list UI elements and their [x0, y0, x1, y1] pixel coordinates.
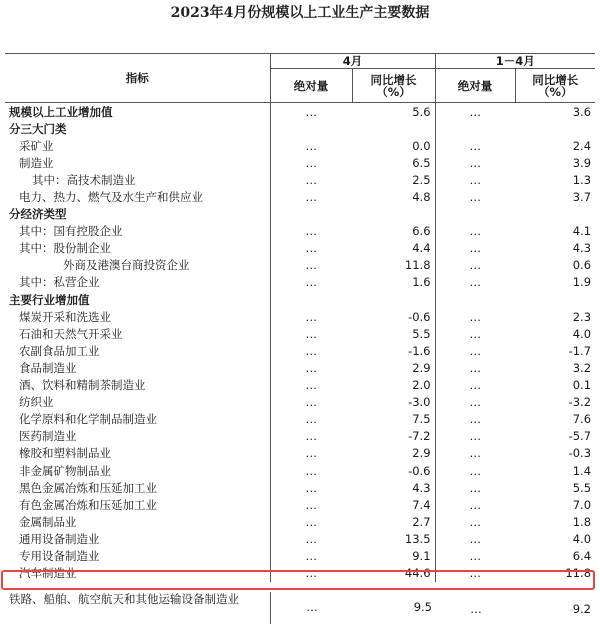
april-yoy-cell: 2.9: [412, 360, 431, 375]
table-row: [5, 120, 595, 137]
indicator-header: 指标: [5, 54, 270, 103]
april-absolute-cell: …: [270, 154, 352, 171]
jan-apr-absolute-cell: …: [435, 565, 515, 582]
jan-apr-absolute-cell: …: [435, 428, 515, 445]
table-row: [5, 274, 595, 291]
jan-apr-yoy-cell: 2.4: [572, 138, 592, 153]
jan-apr-yoy-cell: 9.2: [572, 602, 591, 616]
april-yoy-cell: 1.6: [412, 275, 431, 290]
jan-apr-yoy-cell: [515, 291, 595, 308]
jan-apr-absolute-cell: …: [470, 602, 482, 616]
row-label: 分三大门类: [9, 121, 67, 136]
april-absolute-cell: …: [270, 377, 352, 394]
table-row: [5, 206, 595, 223]
table-row: [5, 565, 595, 582]
jan-apr-absolute-cell: [435, 291, 515, 308]
jan-apr-absolute-cell: …: [435, 223, 515, 240]
table-row: [5, 428, 595, 445]
april-absolute-cell: …: [270, 325, 352, 342]
jan-apr-absolute-cell: …: [435, 462, 515, 479]
table-row: [5, 171, 595, 188]
april-absolute-cell: …: [270, 394, 352, 411]
april-yoy-cell: 2.0: [412, 378, 431, 393]
april-absolute-cell: …: [270, 445, 352, 462]
april-yoy-cell: 6.6: [412, 224, 431, 239]
april-absolute-cell: …: [270, 428, 352, 445]
row-label: 其中：私营企业: [19, 275, 100, 290]
jan-apr-yoy-cell: 1.4: [572, 463, 592, 478]
april-absolute-cell: …: [270, 479, 352, 496]
table-row: [5, 496, 595, 513]
april-absolute-cell: …: [270, 308, 352, 325]
april-absolute-cell: [270, 206, 352, 223]
jan-apr-yoy-cell: 3.6: [572, 104, 592, 119]
jan-apr-absolute-cell: …: [435, 377, 515, 394]
table-row: [5, 137, 595, 154]
table-row: [5, 513, 595, 530]
april-yoy-cell: 11.8: [404, 258, 431, 273]
jan-apr-absolute-cell: …: [435, 513, 515, 530]
april-yoy-cell: 4.8: [412, 190, 431, 205]
april-yoy-cell: 9.5: [413, 600, 432, 614]
april-yoy-cell: [352, 120, 435, 137]
april-yoy-cell: 2.9: [412, 446, 431, 461]
jan-apr-yoy-cell: 11.8: [565, 566, 592, 581]
table-row: [5, 223, 595, 240]
jan-apr-yoy-cell: 6.4: [572, 548, 592, 563]
table-row: [5, 325, 595, 342]
row-label: 外商及港澳台商投资企业: [63, 258, 190, 273]
jan-apr-yoy-cell: 4.0: [572, 326, 592, 341]
yoy-header-line2: （%）: [376, 84, 411, 99]
jan-apr-absolute-cell: …: [435, 394, 515, 411]
april-absolute-cell: …: [270, 547, 352, 564]
april-absolute-cell: [270, 120, 352, 137]
table-row-last: [5, 592, 595, 624]
table-row: [5, 479, 595, 496]
jan-apr-yoy-cell: 3.7: [572, 190, 592, 205]
row-label: 通用设备制造业: [19, 531, 100, 546]
document-title: 2023年4月份规模以上工业生产主要数据: [170, 5, 430, 21]
april-absolute-cell: …: [270, 496, 352, 513]
jan-apr-absolute-cell: …: [435, 154, 515, 171]
jan-apr-yoy-cell: -1.7: [568, 343, 592, 358]
april-yoy-cell: -0.6: [408, 463, 431, 478]
jan-apr-absolute-header: 绝对量: [435, 69, 515, 103]
april-absolute-cell: …: [270, 342, 352, 359]
april-absolute-cell: …: [270, 359, 352, 376]
table-row: [5, 462, 595, 479]
row-label: 橡胶和塑料制品业: [19, 446, 111, 461]
table-row: [5, 308, 595, 325]
row-label: 汽车制造业: [19, 566, 77, 581]
april-yoy-cell: 0.0: [412, 138, 431, 153]
row-label: 其中：股份制企业: [19, 241, 111, 256]
jan-apr-yoy-cell: [515, 120, 595, 137]
jan-apr-absolute-cell: [435, 120, 515, 137]
jan-apr-yoy-cell: 5.5: [572, 480, 592, 495]
jan-apr-absolute-cell: …: [435, 274, 515, 291]
table-row: [5, 257, 595, 274]
jan-apr-absolute-cell: …: [435, 325, 515, 342]
jan-apr-absolute-cell: …: [435, 411, 515, 428]
jan-apr-absolute-cell: …: [435, 137, 515, 154]
row-label: 纺织业: [19, 395, 54, 410]
april-yoy-cell: [352, 206, 435, 223]
table-row: [5, 411, 595, 428]
april-absolute-cell: …: [270, 462, 352, 479]
april-yoy-cell: 9.1: [412, 548, 431, 563]
table-row: [5, 547, 595, 564]
table-row: [5, 291, 595, 308]
april-yoy-cell: 4.4: [412, 241, 431, 256]
april-period-header: 4月: [270, 54, 435, 69]
table-row: [5, 342, 595, 359]
jan-apr-yoy-cell: 7.6: [572, 412, 592, 427]
jan-apr-yoy-cell: 0.6: [572, 258, 592, 273]
april-yoy-cell: -1.6: [408, 343, 431, 358]
yoy-header-line2: （%）: [538, 84, 573, 99]
jan-apr-yoy-cell: -5.7: [568, 429, 592, 444]
jan-apr-yoy-cell: -3.2: [568, 395, 592, 410]
april-yoy-cell: 6.5: [412, 155, 431, 170]
jan-apr-absolute-cell: …: [435, 308, 515, 325]
jan-apr-absolute-cell: …: [435, 547, 515, 564]
yoy-header-line1: 同比增长: [370, 72, 417, 87]
april-yoy-cell: 2.7: [412, 514, 431, 529]
row-label: 金属制品业: [19, 514, 77, 529]
jan-apr-yoy-cell: 4.0: [572, 531, 592, 546]
table-row: [5, 377, 595, 394]
april-absolute-cell: …: [270, 171, 352, 188]
april-yoy-cell: 7.5: [412, 412, 431, 427]
row-label: 专用设备制造业: [19, 548, 100, 563]
jan-apr-yoy-cell: 7.0: [572, 497, 592, 512]
april-absolute-cell: …: [270, 513, 352, 530]
yoy-header-line1: 同比增长: [532, 72, 579, 87]
april-absolute-cell: …: [270, 188, 352, 205]
row-label: 分经济类型: [9, 207, 67, 222]
table-row: [5, 394, 595, 411]
april-yoy-cell: 13.5: [404, 531, 431, 546]
row-label: 非金属矿物制品业: [19, 463, 111, 478]
jan-apr-absolute-cell: …: [435, 496, 515, 513]
jan-apr-absolute-cell: …: [435, 530, 515, 547]
table-row: [5, 188, 595, 205]
april-yoy-cell: 4.3: [412, 480, 431, 495]
jan-apr-absolute-cell: …: [435, 240, 515, 257]
jan-apr-absolute-cell: …: [435, 342, 515, 359]
table-row: [5, 359, 595, 376]
jan-apr-yoy-header: [515, 69, 595, 103]
row-label: 酒、饮料和精制茶制造业: [19, 378, 146, 393]
jan-apr-absolute-cell: [435, 206, 515, 223]
row-label: 石油和天然气开采业: [19, 326, 123, 341]
april-absolute-cell: …: [270, 240, 352, 257]
table-row: [5, 240, 595, 257]
april-yoy-header: [352, 69, 435, 103]
april-absolute-cell: …: [270, 103, 352, 121]
jan-apr-absolute-cell: …: [435, 479, 515, 496]
row-label: 黑色金属冶炼和压延加工业: [19, 480, 157, 495]
row-label: 铁路、船舶、航空航天和其他运输设备制造业: [9, 592, 239, 606]
table-row: [5, 154, 595, 171]
april-absolute-cell: [270, 291, 352, 308]
table-row: [5, 103, 595, 121]
jan-apr-yoy-cell: 1.8: [572, 514, 592, 529]
row-label: 电力、热力、燃气及水生产和供应业: [19, 190, 203, 205]
row-label: 主要行业增加值: [9, 292, 90, 307]
row-label: 有色金属冶炼和压延加工业: [19, 497, 157, 512]
jan-apr-yoy-cell: 1.3: [572, 172, 592, 187]
row-label: 规模以上工业增加值: [9, 104, 113, 119]
table-body: [5, 103, 595, 582]
april-absolute-cell: …: [306, 600, 318, 614]
april-absolute-cell: …: [270, 223, 352, 240]
april-yoy-cell: -0.6: [408, 309, 431, 324]
april-yoy-cell: 44.6: [404, 566, 431, 581]
row-label: 采矿业: [19, 138, 54, 153]
april-yoy-cell: 7.4: [412, 497, 431, 512]
april-yoy-cell: 5.6: [412, 104, 431, 119]
jan-apr-yoy-cell: 2.3: [572, 309, 592, 324]
production-data-table: [5, 53, 595, 582]
jan-apr-yoy-cell: 3.2: [572, 360, 592, 375]
april-absolute-cell: …: [270, 411, 352, 428]
jan-apr-yoy-cell: 1.9: [572, 275, 592, 290]
row-label: 制造业: [19, 155, 54, 170]
jan-apr-absolute-cell: …: [435, 359, 515, 376]
jan-apr-absolute-cell: …: [435, 103, 515, 121]
april-absolute-cell: …: [270, 137, 352, 154]
april-absolute-cell: …: [270, 274, 352, 291]
jan-apr-yoy-cell: 0.1: [572, 378, 592, 393]
jan-apr-yoy-cell: 4.3: [572, 241, 592, 256]
april-absolute-cell: …: [270, 565, 352, 582]
jan-apr-absolute-cell: …: [435, 257, 515, 274]
april-yoy-cell: [352, 291, 435, 308]
table-row: [5, 445, 595, 462]
jan-apr-yoy-cell: [515, 206, 595, 223]
row-label: 食品制造业: [19, 360, 77, 375]
row-label: 其中：高技术制造业: [32, 172, 136, 187]
row-label: 其中：国有控股企业: [19, 224, 123, 239]
april-yoy-cell: -7.2: [408, 429, 431, 444]
april-yoy-cell: 5.5: [412, 326, 431, 341]
april-yoy-cell: 2.5: [412, 172, 431, 187]
april-absolute-header: 绝对量: [270, 69, 352, 103]
jan-apr-absolute-cell: …: [435, 188, 515, 205]
jan-apr-absolute-cell: …: [435, 171, 515, 188]
april-absolute-cell: …: [270, 530, 352, 547]
row-label: 煤炭开采和洗选业: [19, 309, 111, 324]
april-absolute-cell: …: [270, 257, 352, 274]
april-yoy-cell: -3.0: [408, 395, 431, 410]
jan-apr-yoy-cell: -0.3: [568, 446, 592, 461]
jan-apr-period-header: 1－4月: [435, 54, 595, 69]
row-label: 化学原料和化学制品制造业: [19, 412, 157, 427]
row-label: 农副食品加工业: [19, 343, 100, 358]
jan-apr-yoy-cell: 4.1: [572, 224, 592, 239]
jan-apr-absolute-cell: …: [435, 445, 515, 462]
table-row: [5, 530, 595, 547]
jan-apr-yoy-cell: 3.9: [572, 155, 592, 170]
row-label: 医药制造业: [19, 429, 77, 444]
